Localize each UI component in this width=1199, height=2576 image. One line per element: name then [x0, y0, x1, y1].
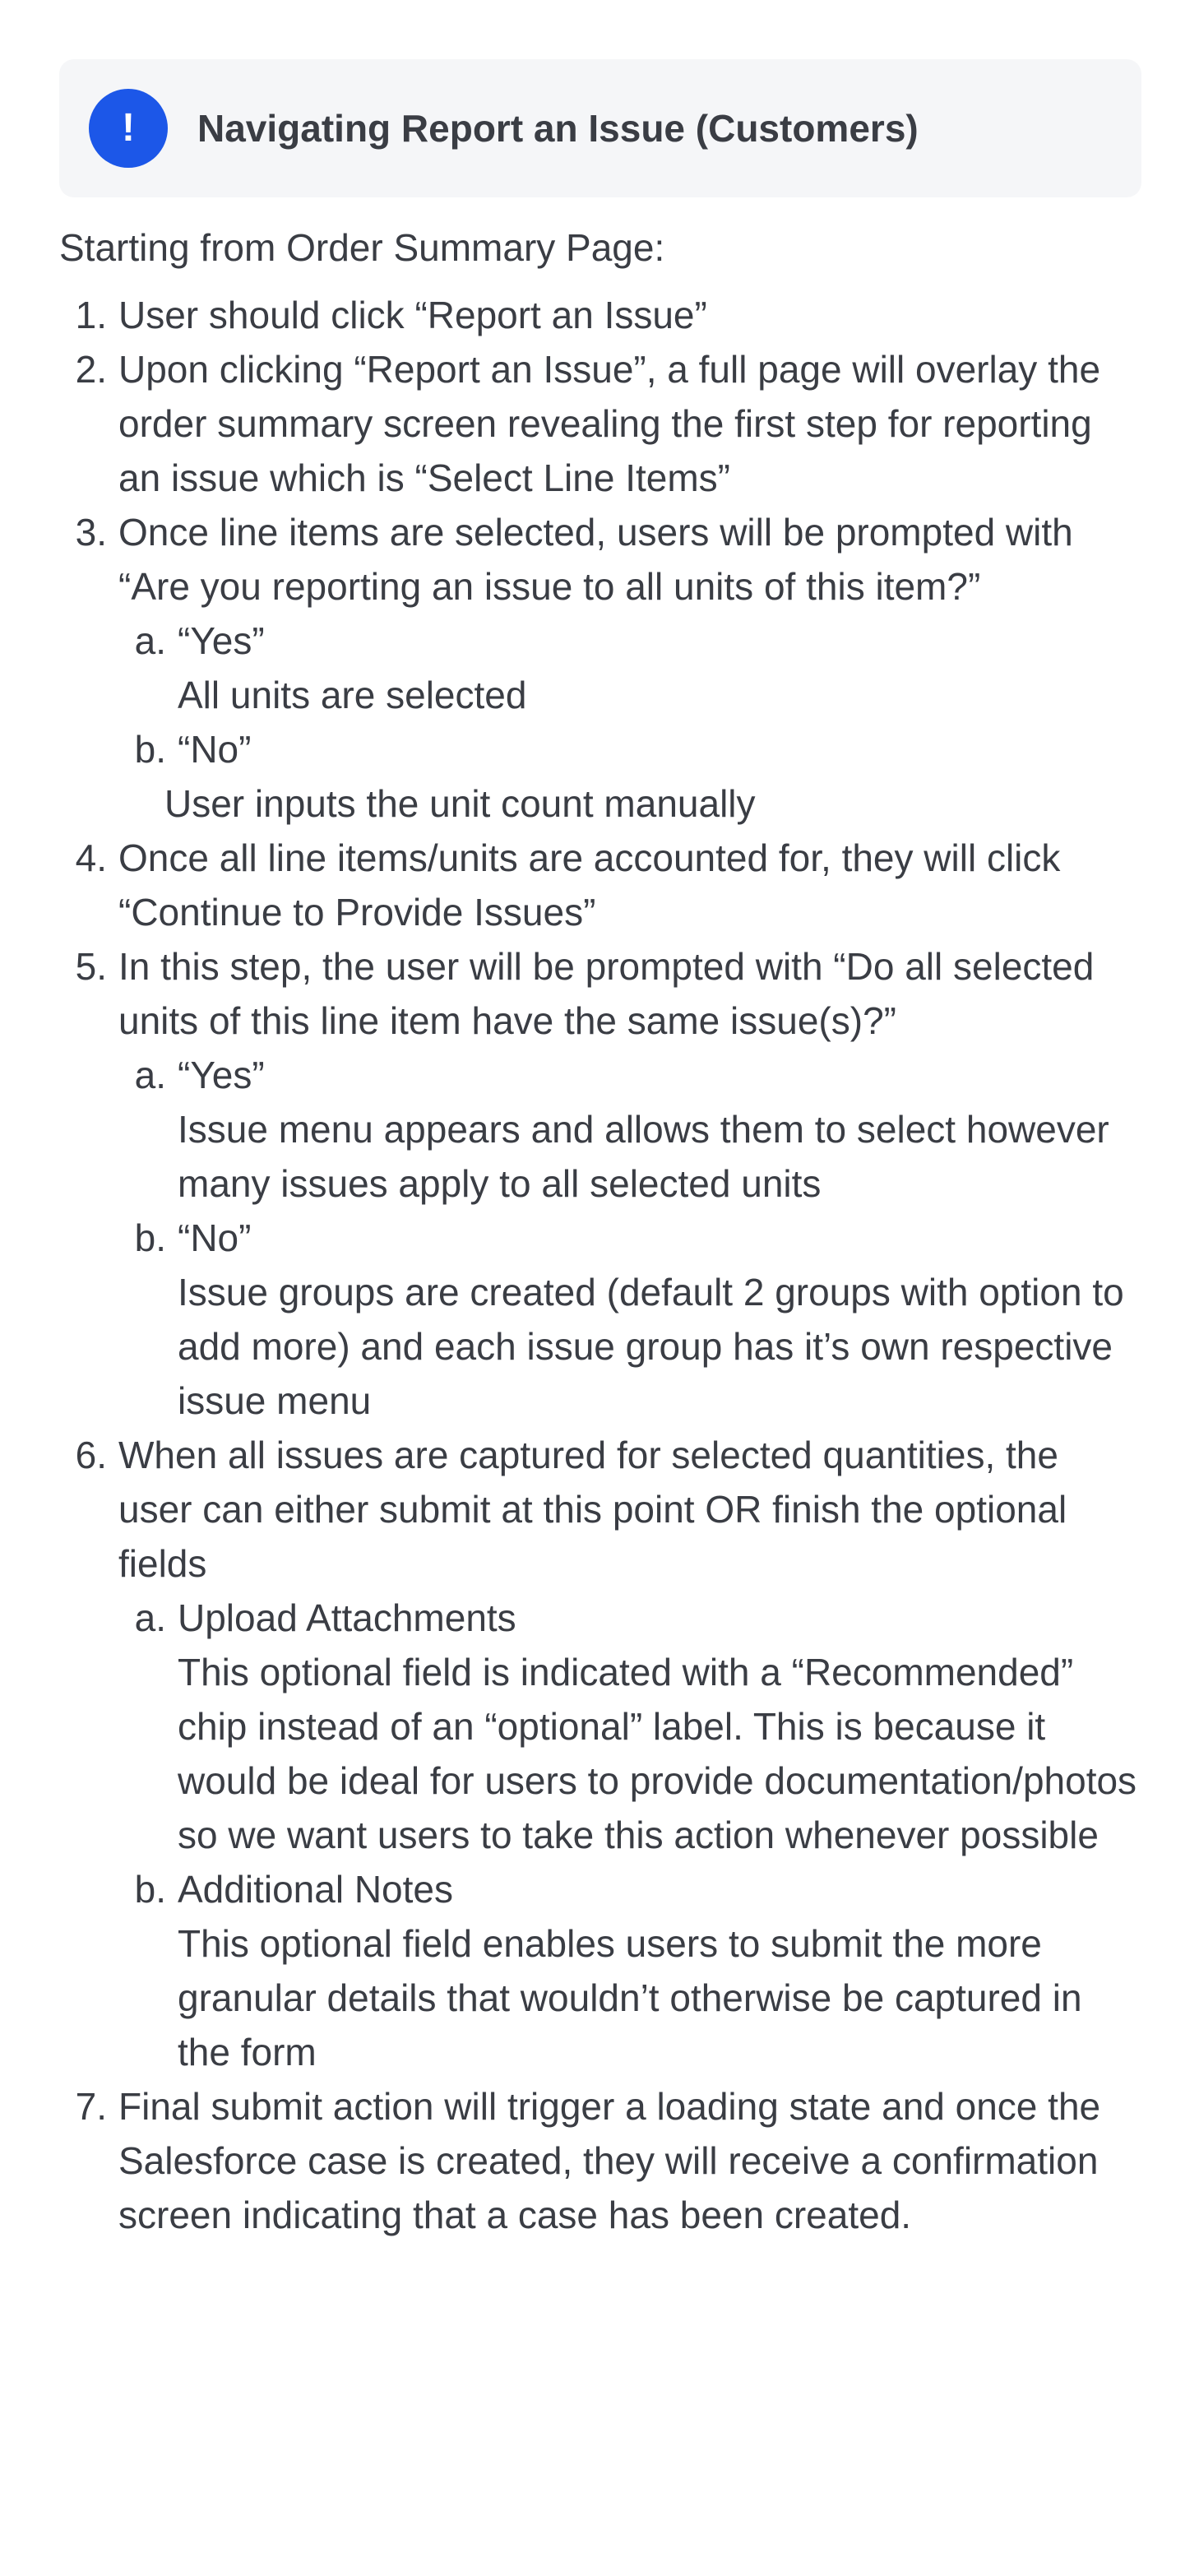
step-number: 6. — [75, 1434, 107, 1476]
sub-list-item — [118, 722, 1141, 831]
step-text: Upon clicking “Report an Issue”, a full page will overlay the order summary screen revealing the first step for reporting an issue which is “Select Line Items” — [118, 348, 1101, 499]
list-item — [59, 939, 1141, 1428]
sub-label: Upload Attachments — [178, 1596, 516, 1639]
sub-letter: a. — [134, 619, 166, 662]
step-text: When all issues are captured for selected quantities, the user can either submit at this point OR finish the optional fields — [118, 1434, 1067, 1585]
sub-label: “No” — [178, 728, 252, 771]
sub-detail: All units are selected — [178, 674, 527, 716]
info-callout — [59, 59, 1141, 197]
steps-list — [59, 288, 1141, 2242]
sub-list-item — [118, 1862, 1141, 2079]
sub-letter: b. — [134, 1868, 166, 1911]
step-text: In this step, the user will be prompted with “Do all selected units of this line item have the same issue(s)?” — [118, 945, 1095, 1042]
step-number: 5. — [75, 945, 107, 988]
list-item — [59, 288, 1141, 342]
sub-list-item — [118, 1211, 1141, 1428]
sub-detail: User inputs the unit count manually — [164, 782, 756, 825]
sub-list-item — [118, 1048, 1141, 1211]
sub-label: Additional Notes — [178, 1868, 453, 1911]
list-item — [59, 342, 1141, 505]
list-item — [59, 505, 1141, 831]
step-text: Final submit action will trigger a loading state and once the Salesforce case is created, they will receive a confirmation screen indicating that a case has been created. — [118, 2085, 1101, 2236]
step-text: Once line items are selected, users will be prompted with “Are you reporting an issue to all units of this item?” — [118, 511, 1073, 608]
step-number: 3. — [75, 511, 107, 554]
intro-text: Starting from Order Summary Page: — [59, 226, 665, 269]
sub-label: “Yes” — [178, 1054, 265, 1096]
step-number: 7. — [75, 2085, 107, 2128]
sub-detail: This optional field is indicated with a “Recommended” chip instead of an “optional” label. This is because it would be ideal for users to provide documentation/photos so we want users to take this action whenever possible — [178, 1651, 1137, 1856]
step-number: 2. — [75, 348, 107, 391]
document-body — [59, 220, 1141, 2242]
sub-list-item — [118, 614, 1141, 722]
sub-letter: b. — [134, 728, 166, 771]
sub-list — [118, 1591, 1141, 2079]
sub-list — [118, 1048, 1141, 1428]
list-item — [59, 831, 1141, 939]
sub-label: “Yes” — [178, 619, 265, 662]
step-text: User should click “Report an Issue” — [118, 294, 707, 336]
sub-letter: a. — [134, 1054, 166, 1096]
list-item — [59, 2079, 1141, 2242]
step-number: 1. — [75, 294, 107, 336]
list-item — [59, 1428, 1141, 2079]
callout-title: Navigating Report an Issue (Customers) — [197, 107, 919, 150]
exclamation-icon: ! — [89, 89, 168, 168]
sub-detail: Issue menu appears and allows them to select however many issues apply to all selected units — [178, 1108, 1109, 1205]
sub-detail: This optional field enables users to submit the more granular details that wouldn’t otherwise be captured in the form — [178, 1922, 1082, 2073]
sub-letter: a. — [134, 1596, 166, 1639]
sub-detail: Issue groups are created (default 2 groups with option to add more) and each issue group has it’s own respective issue menu — [178, 1271, 1124, 1422]
sub-letter: b. — [134, 1216, 166, 1259]
step-number: 4. — [75, 836, 107, 879]
step-text: Once all line items/units are accounted for, they will click “Continue to Provide Issues” — [118, 836, 1061, 934]
sub-label: “No” — [178, 1216, 252, 1259]
sub-list-item — [118, 1591, 1141, 1862]
sub-list — [118, 614, 1141, 831]
